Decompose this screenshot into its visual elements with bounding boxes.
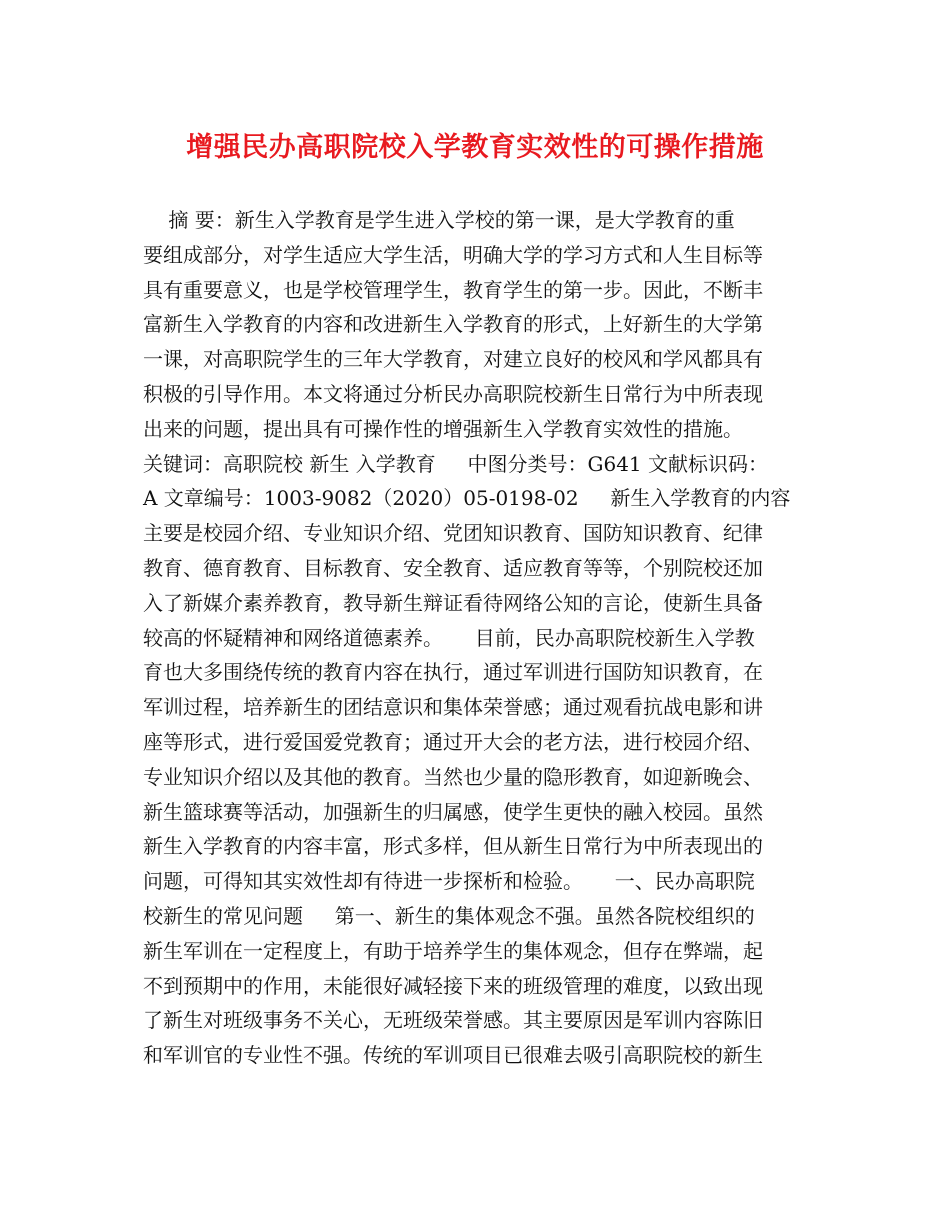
body-line: 不到预期中的作用，未能很好减轻接下来的班级管理的难度，以致出现: [143, 973, 763, 998]
body-line: 军训过程，培养新生的团结意识和集体荣誉感；通过观看抗战电影和讲: [143, 695, 763, 720]
body-line: 较高的怀疑精神和网络道德素养。 目前，民办高职院校新生入学教: [143, 625, 755, 650]
body-line: 一课，对高职院学生的三年大学教育，对建立良好的校风和学风都具有: [143, 347, 763, 372]
body-line: 教育、德育教育、目标教育、安全教育、适应教育等等，个别院校还加: [143, 555, 763, 580]
body-line: 摘 要：新生入学教育是学生进入学校的第一课，是大学教育的重: [143, 208, 735, 232]
body-line: 专业知识介绍以及其他的教育。当然也少量的隐形教育，如迎新晚会、: [143, 764, 763, 789]
body-line: A 文章编号：1003-9082（2020）05-0198-02 新生入学教育的内容: [143, 486, 791, 511]
body-line: 问题，可得知其实效性却有待进一步探析和检验。 一、民办高职院: [143, 869, 755, 894]
body-line: 育也大多围绕传统的教育内容在执行，通过军训进行国防知识教育，在: [143, 660, 763, 685]
document-title: 增强民办高职院校入学教育实效性的可操作措施: [186, 132, 764, 163]
body-line: 校新生的常见问题 第一、新生的集体观念不强。虽然各院校组织的: [143, 903, 755, 928]
body-line: 新生入学教育的内容丰富，形式多样，但从新生日常行为中所表现出的: [143, 834, 763, 859]
body-line: 和军训官的专业性不强。传统的军训项目已很难去吸引高职院校的新生: [143, 1043, 763, 1068]
body-line: 了新生对班级事务不关心，无班级荣誉感。其主要原因是军训内容陈旧: [143, 1008, 763, 1033]
body-line: 富新生入学教育的内容和改进新生入学教育的形式，上好新生的大学第: [143, 312, 763, 337]
body-line: 出来的问题，提出具有可操作性的增强新生入学教育实效性的措施。: [143, 416, 743, 441]
body-line: 入了新媒介素养教育，教导新生辩证看待网络公知的言论，使新生具备: [143, 590, 763, 615]
body-line: 积极的引导作用。本文将通过分析民办高职院校新生日常行为中所表现: [143, 381, 763, 406]
body-line: 具有重要意义，也是学校管理学生，教育学生的第一步。因此，不断丰: [143, 277, 763, 302]
body-line: 新生篮球赛等活动，加强新生的归属感，使学生更快的融入校园。虽然: [143, 799, 763, 824]
body-line: 主要是校园介绍、专业知识介绍、党团知识教育、国防知识教育、纪律: [143, 521, 763, 546]
body-line: 新生军训在一定程度上，有助于培养学生的集体观念，但存在弊端，起: [143, 938, 763, 963]
document-body: [143, 203, 823, 1073]
body-line: 座等形式，进行爱国爱党教育；通过开大会的老方法，进行校园介绍、: [143, 729, 763, 754]
body-line: 关键词：高职院校 新生 入学教育 中图分类号：G641 文献标识码：: [143, 451, 769, 476]
body-line: 要组成部分，对学生适应大学生活，明确大学的学习方式和人生目标等: [143, 242, 763, 267]
